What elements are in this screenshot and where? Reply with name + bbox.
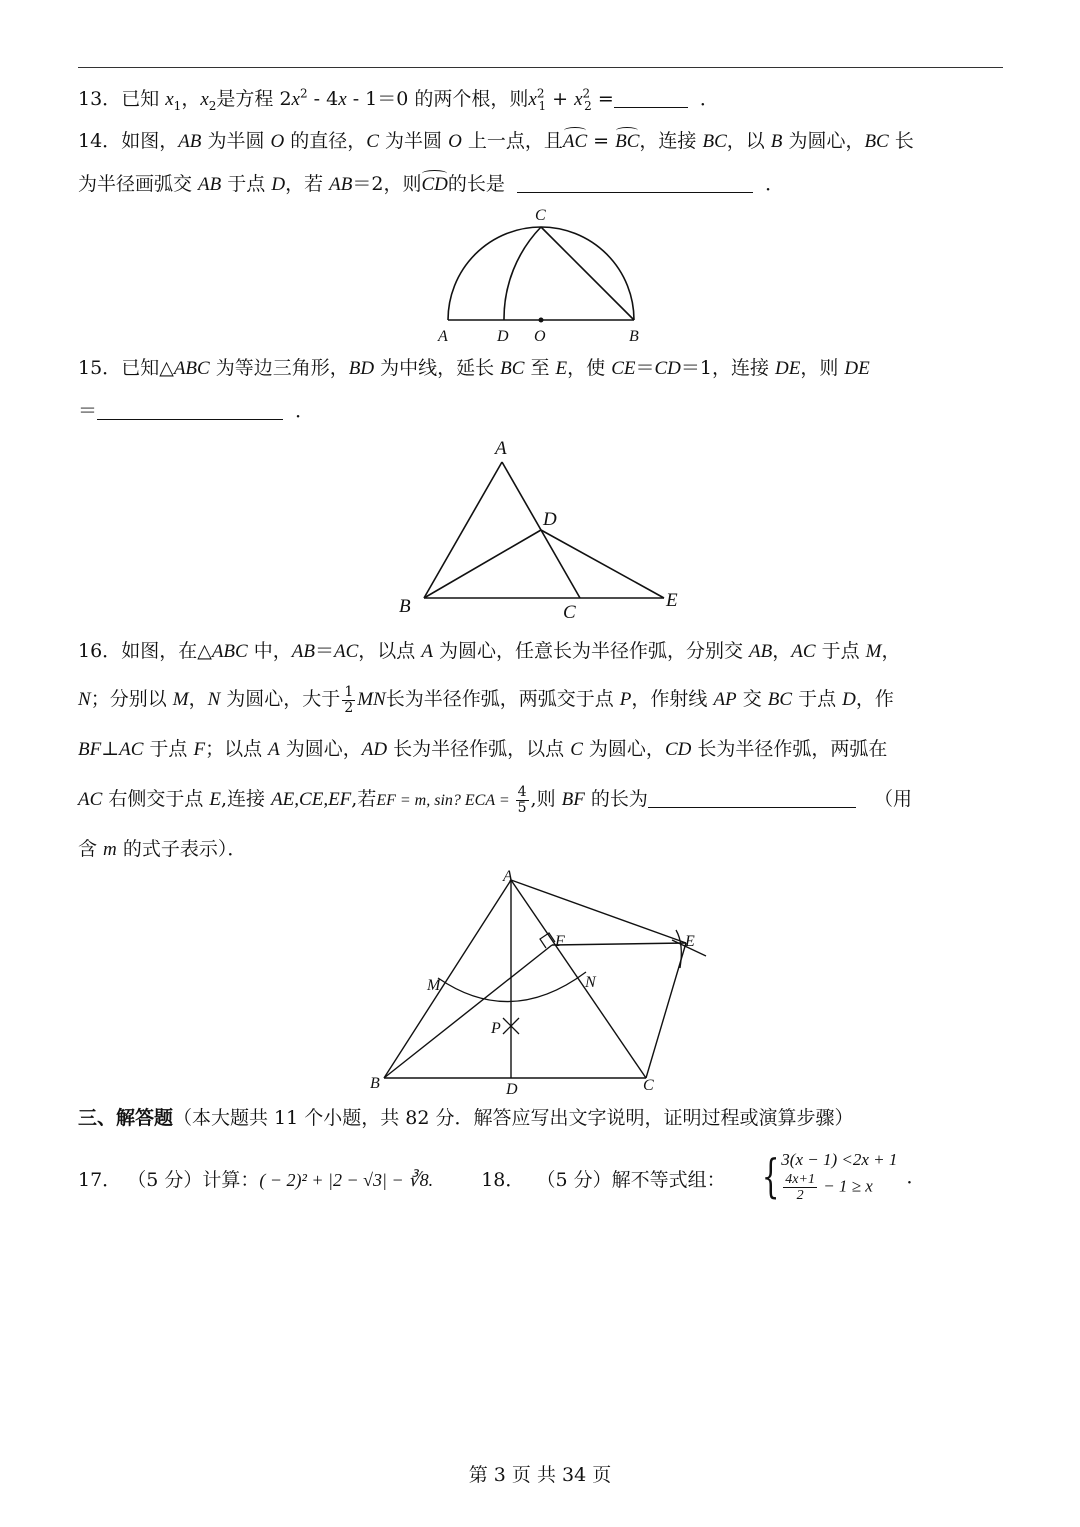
question-number: 16．	[78, 640, 122, 662]
question-15-line-2	[78, 396, 1008, 426]
var-x: x	[574, 89, 583, 110]
fraction-half	[342, 685, 355, 716]
label-a: A	[503, 868, 513, 885]
segment-de	[541, 530, 664, 598]
figure-q14-semicircle	[430, 200, 650, 348]
var: F	[193, 739, 206, 760]
var: BD	[348, 358, 375, 379]
var: B	[770, 131, 783, 152]
var: AC	[791, 641, 816, 662]
var-x: x	[291, 89, 300, 110]
text: 为等边三角形，	[209, 357, 349, 379]
text: ＝	[314, 640, 334, 662]
text: ．	[699, 88, 719, 110]
text: 的直径，	[284, 130, 367, 152]
text: ．	[295, 400, 315, 422]
text: − 1 ≥ x	[818, 1176, 873, 1196]
text: ；以点	[205, 738, 269, 760]
text: 为半径画弧交	[78, 173, 199, 195]
label-b: B	[370, 1075, 380, 1092]
var-x: x	[338, 89, 347, 110]
text: 交	[736, 688, 768, 710]
numerator: 4	[517, 783, 527, 800]
segment-bd	[424, 530, 541, 598]
var: CD	[654, 358, 681, 379]
label-n: N	[585, 974, 596, 991]
question-16-line-2	[78, 684, 1008, 716]
text: 于点	[792, 688, 843, 710]
var: E	[555, 358, 568, 379]
var-x: x	[528, 89, 537, 110]
text: ，	[881, 640, 901, 662]
var: O	[270, 131, 285, 152]
left-brace: {	[761, 1148, 780, 1203]
text: ＝2，则	[352, 173, 422, 195]
text: ．	[765, 173, 785, 195]
var: P	[619, 689, 632, 710]
text: ⊥	[101, 738, 120, 760]
section-desc: （本大题共 11 个小题，共 82 分．解答应写出文字说明，证明过程或演算步骤）	[173, 1107, 854, 1129]
text: 如图，	[121, 130, 179, 152]
text: 至	[524, 357, 556, 379]
answer-blank[interactable]	[614, 87, 688, 108]
var: M	[865, 641, 882, 662]
segment-ac	[511, 880, 646, 1078]
answer-blank[interactable]	[97, 399, 283, 420]
text: ，使	[567, 357, 612, 379]
var: C	[366, 131, 379, 152]
section-3-heading	[78, 1103, 1008, 1133]
text: 于点	[221, 173, 272, 195]
text: ．	[906, 1166, 926, 1188]
denominator: 2	[344, 699, 354, 716]
question-number: 18．	[481, 1169, 525, 1191]
text: ，以点	[358, 640, 422, 662]
text: 上一点，且	[461, 130, 563, 152]
var: MN	[357, 689, 386, 710]
inequality-1: 3(x − 1) <2x + 1	[781, 1150, 898, 1169]
text: =	[591, 88, 614, 110]
text: ，	[181, 88, 201, 110]
arc-cd: CD	[421, 170, 447, 200]
figure-q16-construction	[360, 866, 720, 1098]
text: 长为半径作弧，两弧交于点	[385, 688, 620, 710]
var: ABC	[211, 641, 248, 662]
text: 已知△	[121, 357, 174, 379]
question-number: 17．	[78, 1169, 122, 1191]
var: D	[271, 174, 286, 195]
var: A	[268, 739, 280, 760]
var: BC	[500, 358, 525, 379]
segment-ce	[646, 943, 686, 1078]
var: AB	[291, 641, 315, 662]
question-16-line-1	[78, 636, 1008, 667]
var: CE	[611, 358, 636, 379]
segment-ab	[424, 462, 502, 598]
var: AB	[329, 174, 353, 195]
var: E	[209, 789, 221, 810]
text: 为圆心，	[582, 738, 665, 760]
var: CD	[664, 739, 692, 760]
text: ，作	[855, 688, 894, 710]
text: 是方程 2	[216, 88, 292, 110]
text: ＝	[78, 400, 98, 422]
arc-bc: BC	[615, 127, 639, 157]
var: AB	[749, 641, 773, 662]
var: C	[570, 739, 583, 760]
text: 长	[888, 130, 914, 152]
var-x: x	[165, 89, 174, 110]
var: AC	[119, 739, 144, 760]
label-a: A	[495, 438, 507, 459]
label-e: E	[666, 590, 678, 611]
var: AB	[198, 174, 222, 195]
text: ,连接	[220, 788, 272, 810]
var: A	[421, 641, 433, 662]
label-m: M	[427, 977, 441, 994]
label-o: O	[534, 328, 546, 345]
var-x: x	[200, 89, 209, 110]
text: 为圆心，	[279, 738, 362, 760]
var: BC	[702, 131, 727, 152]
q17-expression: ( − 2)² + |2 − √3| − ∛8.	[259, 1170, 434, 1190]
denominator: 5	[517, 799, 527, 816]
text: - 1＝0 的两个根，则	[346, 88, 529, 110]
text: ＝	[635, 357, 655, 379]
question-15-line-1	[78, 353, 1008, 384]
var: ABC	[173, 358, 210, 379]
system	[756, 1148, 897, 1203]
q18-inequality-system	[756, 1148, 925, 1203]
text: ，连接	[639, 130, 703, 152]
var: DE	[844, 358, 870, 379]
inequality-2	[781, 1172, 897, 1203]
text: 的式子表示）．	[116, 838, 247, 860]
answer-blank[interactable]	[648, 787, 856, 808]
text: 为半圆	[378, 130, 449, 152]
fraction-four-fifths	[516, 785, 529, 816]
text: 为中线，延长	[374, 357, 501, 379]
text: （5 分）解不等式组：	[536, 1169, 726, 1191]
var: BF	[78, 739, 102, 760]
var: N	[207, 689, 221, 710]
text: 长为半径作弧，两弧在	[691, 738, 888, 760]
var: BC	[864, 131, 889, 152]
arc-ac: AC	[563, 127, 587, 157]
text: 中，	[247, 640, 292, 662]
text: 为圆心，大于	[220, 688, 341, 710]
var: N	[78, 689, 91, 710]
denominator: 2	[796, 1188, 804, 1203]
label-b: B	[399, 596, 411, 617]
center-o-point	[539, 318, 544, 323]
label-c: C	[563, 602, 576, 623]
label-d: D	[497, 328, 509, 345]
segment-ab	[384, 880, 511, 1078]
label-e: E	[685, 933, 695, 950]
system-rows	[781, 1148, 897, 1203]
arc-e-1	[676, 930, 681, 968]
var: BF	[561, 789, 585, 810]
label-d: D	[506, 1081, 518, 1098]
var: BC	[767, 689, 793, 710]
page-footer: 第 3 页 共 34 页	[468, 1464, 612, 1486]
text: 的长是	[447, 173, 505, 195]
segment-bf	[384, 945, 552, 1078]
text: ；分别以	[90, 688, 173, 710]
var: AD	[361, 739, 388, 760]
text: 为半圆	[201, 130, 271, 152]
numerator: 1	[344, 683, 354, 700]
text: ，则	[800, 357, 845, 379]
answer-blank[interactable]	[517, 172, 753, 193]
segment-bc	[541, 227, 634, 320]
text: 长为半径作弧，以点	[387, 738, 571, 760]
var: D	[842, 689, 856, 710]
question-13: 13．已知 $x_1$，$x_2$是方程 $2x^2 - 4x - 1=0$ 的两个根，则$x^2_1 + x^2_2$ = ．	[78, 86, 719, 113]
label-b: B	[629, 328, 639, 345]
text: - 4	[307, 88, 339, 110]
section-title: 三、解答题	[78, 1107, 174, 1129]
text: 于点	[143, 738, 194, 760]
question-14-line-1	[78, 126, 1008, 157]
text: ＝1，连接	[680, 357, 776, 379]
question-16-line-4	[78, 784, 1008, 816]
question-number: 15．	[78, 357, 122, 379]
label-c: C	[643, 1077, 654, 1094]
label-a: A	[438, 328, 448, 345]
var: AB	[178, 131, 202, 152]
question-16-line-5	[78, 834, 1008, 865]
text: ,则	[530, 788, 562, 810]
text: 如图，在△	[121, 640, 212, 662]
text: 为圆心，任意长为半径作弧，分别交	[432, 640, 750, 662]
text: 的长为	[584, 788, 648, 810]
figure-q15-triangle	[390, 432, 700, 628]
condition-expr: EF = m, sin? ECA =	[376, 792, 514, 809]
arc-cd-shape	[504, 227, 541, 320]
text: =	[587, 130, 616, 152]
question-number: 13．	[78, 88, 122, 110]
segment-fe	[552, 943, 686, 945]
var: M	[172, 689, 189, 710]
var: AE,CE,EF	[271, 789, 352, 810]
question-14-line-2	[78, 169, 1008, 200]
var: O	[448, 131, 462, 152]
text: 已知	[121, 88, 166, 110]
var: AC	[78, 789, 103, 810]
text: ，	[188, 688, 208, 710]
text: 含	[78, 838, 104, 860]
text: （5 分）计算：	[127, 1169, 260, 1191]
var: m	[103, 839, 117, 860]
label-d: D	[543, 509, 557, 530]
text: 右侧交于点	[102, 788, 210, 810]
text: ，作射线	[631, 688, 714, 710]
text: 于点	[815, 640, 866, 662]
text: 为圆心，	[782, 130, 865, 152]
var: AP	[713, 689, 737, 710]
text: ，以	[726, 130, 771, 152]
segment-ae	[511, 880, 686, 943]
semicircle-arc	[448, 227, 634, 320]
var: AC	[333, 641, 359, 662]
label-f: F	[555, 933, 565, 950]
text: ，若	[285, 173, 330, 195]
text: +	[546, 88, 575, 110]
header-rule	[78, 67, 1003, 68]
question-16-line-3	[78, 734, 1008, 765]
var: DE	[775, 358, 801, 379]
label-c: C	[535, 207, 546, 224]
text: ，	[772, 640, 792, 662]
text: （用	[874, 788, 913, 810]
question-number: 14．	[78, 130, 122, 152]
text: ,若	[351, 788, 377, 810]
label-p: P	[491, 1020, 501, 1037]
numerator: 4x+1	[785, 1172, 815, 1187]
